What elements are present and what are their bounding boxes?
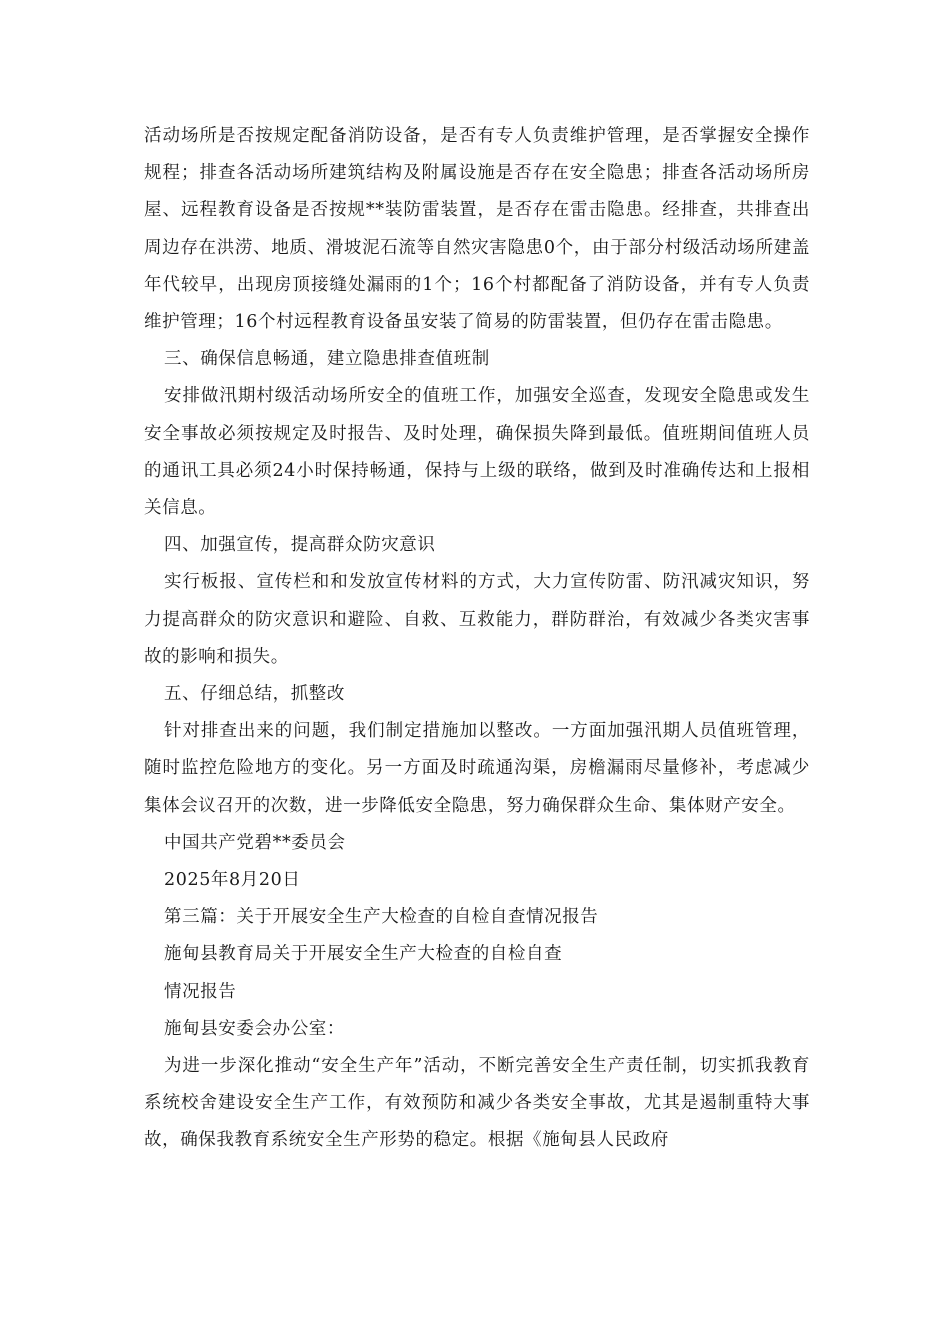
paragraph-duty-system: 安排做汛期村级活动场所安全的值班工作，加强安全巡查，发现安全隐患或发生安全事故必须按规定及时报告、及时处理，确保损失降到最低。值班期间值班人员的通讯工具必须24小时保持畅通，保持与上级的联络，做到及时准确传达和上报相关信息。 [144,386,810,519]
signature-date: 2025年8月20日 [164,870,301,891]
section-heading-4: 四、加强宣传，提高群众防灾意识 [164,535,436,556]
signature-organization: 中国共产党碧**委员会 [164,832,346,853]
paragraph-inspection-details: 活动场所是否按规定配备消防设备，是否有专人负责维护管理，是否掌握安全操作规程；排查各活动场所建筑结构及附属设施是否存在安全隐患；排查各活动场所房屋、远程教育设备是否按规**装防雷装置，是否存在雷击隐患。经排查，共排查出周边存在洪涝、地质、滑坡泥石流等自然灾害隐患0个，由于部分村级活动场所建盖年代较早，出现房顶接缝处漏雨的1个；16个村都配备了消防设备，并有专人负责维护管理；16个村远程教育设备虽安装了简易的防雷装置，但仍存在雷击隐患。 [144,126,810,333]
report-title-line-1: 施甸县教育局关于开展安全生产大检查的自检自查 [164,944,563,965]
paragraph-rectification: 针对排查出来的问题，我们制定措施加以整改。一方面加强汛期人员值班管理，随时监控危险地方的变化。另一方面及时疏通沟渠，房檐漏雨尽量修补，考虑减少集体会议召开的次数，进一步降低安全隐患，努力确保群众生命、集体财产安全。 [144,721,810,816]
part-three-title: 第三篇：关于开展安全生产大检查的自检自查情况报告 [164,907,599,928]
report-title-line-2: 情况报告 [164,981,237,1002]
paragraph-report-intro: 为进一步深化推动“安全生产年”活动，不断完善安全生产责任制，切实抓我教育系统校舍建设安全生产工作，有效预防和减少各类安全事故，尤其是遏制重特大事故，确保我教育系统安全生产形势的稳定。根据《施甸县人民政府 [144,1056,810,1151]
report-addressee: 施甸县安委会办公室： [164,1018,345,1039]
document-body [144,118,810,1160]
section-heading-5: 五、仔细总结，抓整改 [164,684,345,705]
paragraph-publicity: 实行板报、宣传栏和和发放宣传材料的方式，大力宣传防雷、防汛减灾知识，努力提高群众的防灾意识和避险、自救、互救能力，群防群治，有效减少各类灾害事故的影响和损失。 [144,572,810,667]
section-heading-3: 三、确保信息畅通，建立隐患排查值班制 [164,349,490,370]
